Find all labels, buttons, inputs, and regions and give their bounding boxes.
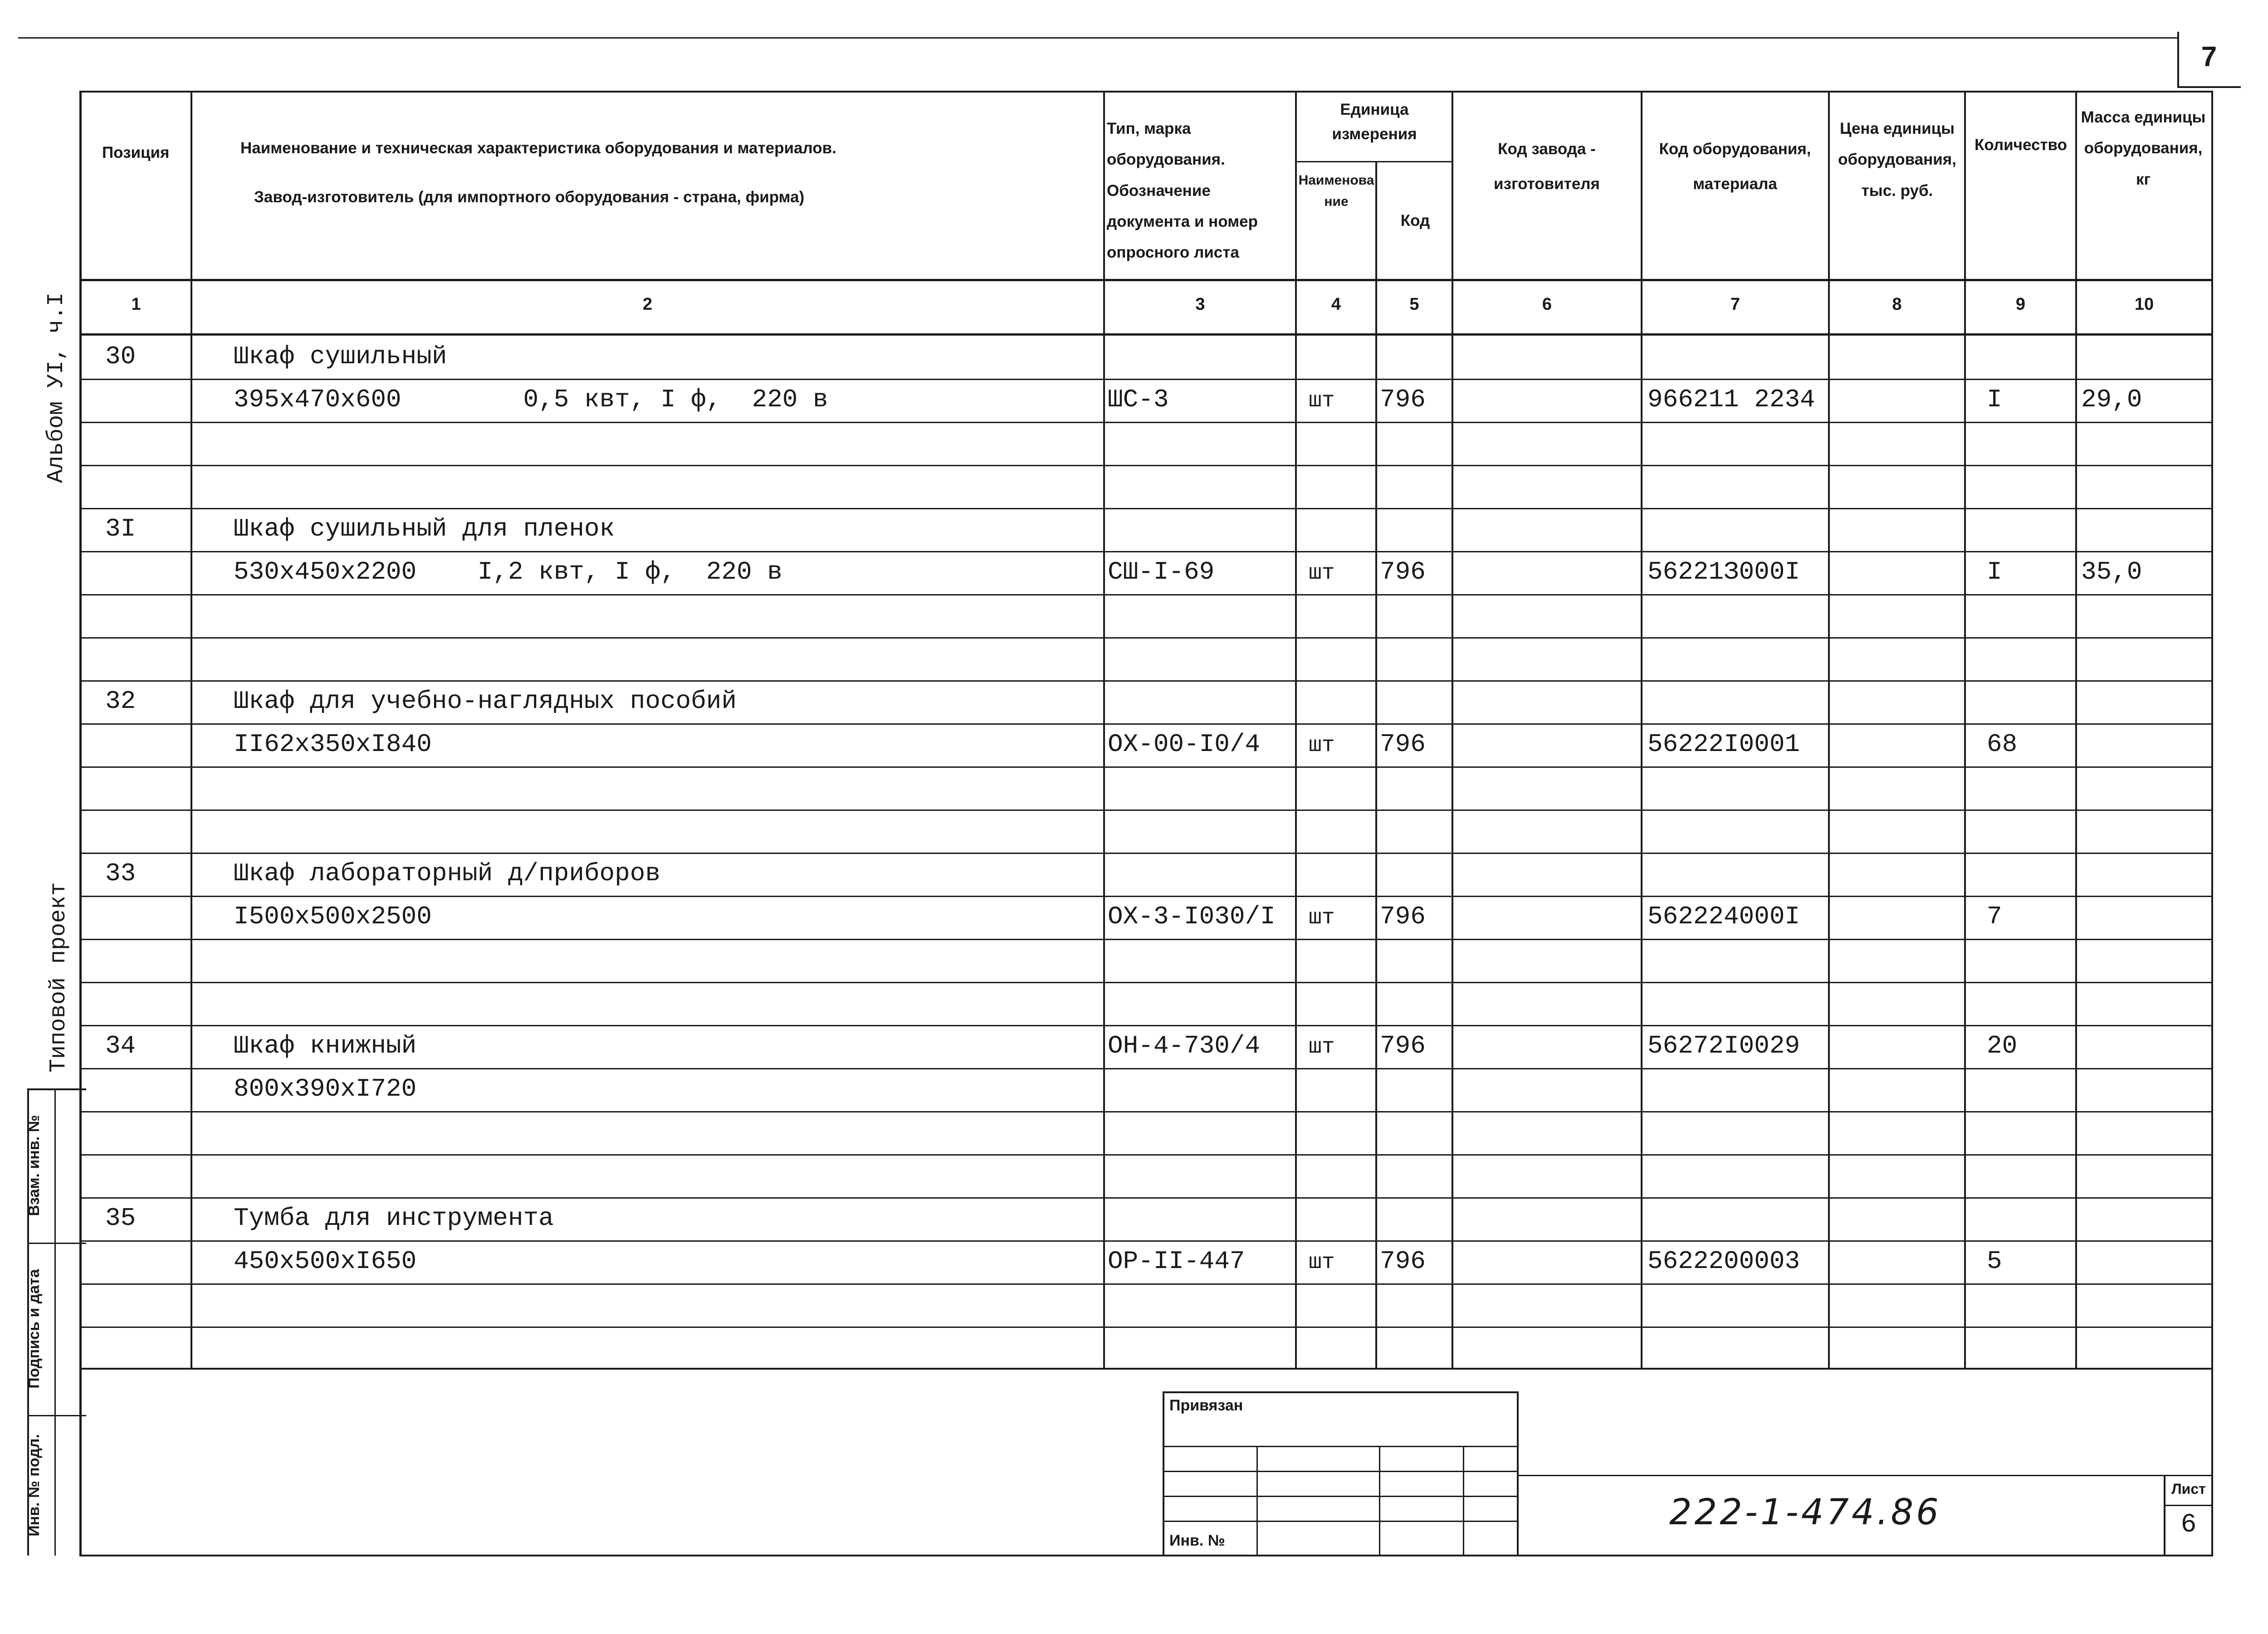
row-name: Шкаф для учебно-наглядных пособий bbox=[234, 687, 737, 716]
row-position: 33 bbox=[105, 859, 136, 888]
project-label: Типовой проект bbox=[46, 882, 72, 1073]
row-quantity: 5 bbox=[1987, 1247, 2002, 1276]
row-unit-code: 796 bbox=[1380, 1247, 1426, 1276]
row-equip-code: 966211 2234 bbox=[1647, 385, 1815, 414]
row-separator bbox=[79, 1283, 2211, 1285]
row-type: ОХ-3-I030/I bbox=[1108, 902, 1276, 931]
header-bottom-line bbox=[79, 279, 2211, 281]
sheet-box-left bbox=[2164, 1475, 2165, 1556]
row-equip-code: 562224000I bbox=[1647, 902, 1800, 931]
row-separator bbox=[79, 1327, 2211, 1328]
bound-label: Привязан bbox=[1169, 1397, 1243, 1414]
header-unit-code: Код bbox=[1400, 212, 1430, 229]
header-unit: Единица измерения bbox=[1332, 101, 1417, 143]
row-separator bbox=[79, 1154, 2211, 1156]
bound-box-top bbox=[1163, 1391, 1519, 1393]
colnum-4: 4 bbox=[1331, 295, 1341, 314]
unit-split-line bbox=[1295, 161, 1452, 162]
col-line-6 bbox=[1641, 91, 1642, 1370]
row-name: Шкаф сушильный bbox=[234, 342, 447, 371]
stamp-label-vzam: Взам. инв. № bbox=[25, 1115, 43, 1216]
sheet-label: Лист bbox=[2171, 1481, 2206, 1497]
colnum-1: 1 bbox=[131, 295, 141, 314]
doc-code: 222-1-474.86 bbox=[1669, 1492, 1941, 1533]
colnum-7: 7 bbox=[1730, 295, 1740, 314]
header-pos: Позиция bbox=[102, 144, 170, 161]
row-separator bbox=[79, 594, 2211, 595]
row-unit-code: 796 bbox=[1380, 557, 1426, 586]
row-position: 3I bbox=[105, 514, 136, 543]
row-equip-code: 5622200003 bbox=[1647, 1247, 1800, 1276]
row-equip-code: 56272I0029 bbox=[1647, 1031, 1800, 1060]
row-separator bbox=[79, 422, 2211, 423]
top-border bbox=[18, 37, 2177, 39]
bound-box-left bbox=[1163, 1391, 1164, 1556]
row-quantity: I bbox=[1987, 385, 2002, 414]
row-unit-code: 796 bbox=[1380, 902, 1426, 931]
colnum-8: 8 bbox=[1892, 295, 1902, 314]
stamp-label-inv: Инв. № подл. bbox=[25, 1434, 43, 1536]
stamp-inner-line bbox=[54, 1088, 56, 1556]
row-spec: 800x390xI720 bbox=[234, 1074, 417, 1103]
row-unit-name: шт bbox=[1309, 1035, 1335, 1059]
album-label: Альбом УI, ч.I bbox=[44, 292, 69, 483]
table-border-top bbox=[79, 91, 2211, 93]
stamp-label-sign: Подпись и дата bbox=[25, 1269, 43, 1389]
row-unit-name: шт bbox=[1309, 389, 1335, 413]
row-position: 34 bbox=[105, 1031, 136, 1060]
row-position: 32 bbox=[105, 687, 136, 716]
row-type: ОХ-00-I0/4 bbox=[1108, 730, 1261, 759]
row-type: ШС-3 bbox=[1108, 385, 1169, 414]
col-line-5 bbox=[1452, 91, 1453, 1370]
row-position: 35 bbox=[105, 1204, 136, 1233]
row-type: ОР-II-447 bbox=[1108, 1247, 1245, 1276]
row-quantity: 68 bbox=[1987, 730, 2018, 759]
bound-vline-3 bbox=[1463, 1446, 1464, 1555]
colnum-10: 10 bbox=[2134, 295, 2154, 314]
row-separator bbox=[79, 508, 2211, 509]
header-name-line1: Наименование и техническая характеристика оборудования и материалов. bbox=[240, 139, 836, 157]
row-separator bbox=[79, 1197, 2211, 1199]
stamp-div-2 bbox=[27, 1415, 86, 1416]
row-mass: 29,0 bbox=[2081, 385, 2142, 414]
table-border-bottom bbox=[79, 1555, 2213, 1556]
row-separator bbox=[79, 982, 2211, 983]
colnum-2: 2 bbox=[642, 295, 653, 314]
colnum-5: 5 bbox=[1409, 295, 1419, 314]
header-unit-name: Наименование bbox=[1298, 173, 1374, 209]
row-separator bbox=[79, 853, 2211, 854]
row-separator bbox=[79, 637, 2211, 639]
col-line-4 bbox=[1375, 161, 1377, 1370]
row-separator bbox=[79, 465, 2211, 466]
bound-vline-2 bbox=[1379, 1446, 1380, 1555]
inv-label: Инв. № bbox=[1169, 1532, 1225, 1549]
bound-line-2 bbox=[1163, 1471, 1519, 1472]
col-line-1 bbox=[191, 91, 192, 1370]
header-qty: Количество bbox=[1975, 136, 2067, 154]
colnum-3: 3 bbox=[1195, 295, 1205, 314]
col-line-2 bbox=[1103, 91, 1105, 1370]
page-number-top: 7 bbox=[2201, 41, 2217, 73]
row-quantity: 20 bbox=[1987, 1031, 2018, 1060]
row-separator bbox=[79, 896, 2211, 897]
row-name: Шкаф лабораторный д/приборов bbox=[234, 859, 660, 888]
row-spec: I500x500x2500 bbox=[234, 902, 432, 931]
row-equip-code: 56222I0001 bbox=[1647, 730, 1800, 759]
col-line-3 bbox=[1295, 91, 1297, 1370]
colnum-9: 9 bbox=[2015, 295, 2026, 314]
row-equip-code: 56221З000I bbox=[1647, 557, 1800, 586]
row-separator bbox=[79, 939, 2211, 940]
row-name: Шкаф сушильный для пленок bbox=[234, 514, 615, 543]
header-plant-code: Код завода - изготовителя bbox=[1494, 140, 1600, 193]
row-spec: II62x350xI840 bbox=[234, 730, 432, 759]
row-position: 30 bbox=[105, 342, 136, 371]
row-type: СШ-I-69 bbox=[1108, 557, 1215, 586]
sheet-number: 6 bbox=[2180, 1510, 2197, 1540]
header-price: Цена единицы оборудования, тыс. руб. bbox=[1838, 120, 1956, 200]
row-name: Тумба для инструмента bbox=[234, 1204, 554, 1233]
row-unit-name: шт bbox=[1309, 1250, 1335, 1275]
col-line-8 bbox=[1964, 91, 1966, 1370]
bound-line-1 bbox=[1163, 1446, 1519, 1447]
col-line-7 bbox=[1828, 91, 1830, 1370]
row-type: ОН-4-730/4 bbox=[1108, 1031, 1261, 1060]
row-separator bbox=[79, 1240, 2211, 1242]
row-spec: 450x500xI650 bbox=[234, 1247, 417, 1276]
header-equip-code: Код оборудования, материала bbox=[1659, 140, 1811, 193]
row-unit-name: шт bbox=[1309, 733, 1335, 758]
row-separator bbox=[79, 1068, 2211, 1069]
row-separator bbox=[79, 1111, 2211, 1112]
row-unit-code: 796 bbox=[1380, 730, 1426, 759]
bound-vline-1 bbox=[1256, 1446, 1258, 1555]
row-separator bbox=[79, 810, 2211, 811]
row-separator bbox=[79, 766, 2211, 768]
stamp-strip-top bbox=[27, 1088, 86, 1090]
row-spec: 395x470x600 0,5 квт, I ф, 220 в bbox=[234, 385, 828, 414]
row-separator bbox=[79, 723, 2211, 725]
bound-box-right bbox=[1517, 1391, 1519, 1556]
row-separator bbox=[79, 680, 2211, 682]
row-separator bbox=[79, 551, 2211, 552]
row-unit-name: шт bbox=[1309, 561, 1335, 585]
row-mass: 35,0 bbox=[2081, 557, 2142, 586]
stamp-div-1 bbox=[27, 1243, 86, 1244]
col-line-9 bbox=[2075, 91, 2077, 1370]
header-mass: Масса единицы оборудования, кг bbox=[2081, 108, 2206, 188]
row-separator bbox=[79, 379, 2211, 380]
header-name-line2: Завод-изготовитель (для импортного оборудования - страна, фирма) bbox=[254, 188, 805, 206]
bound-line-3 bbox=[1163, 1496, 1519, 1497]
header-type: Тип, марка оборудования. Обозначение документа и номер опросного листа bbox=[1107, 120, 1258, 261]
row-unit-code: 796 bbox=[1380, 1031, 1426, 1060]
row-unit-code: 796 bbox=[1380, 385, 1426, 414]
title-line bbox=[1517, 1475, 2213, 1476]
row-unit-name: шт bbox=[1309, 906, 1335, 930]
row-separator bbox=[79, 1025, 2211, 1026]
row-quantity: 7 bbox=[1987, 902, 2002, 931]
bound-line-4 bbox=[1163, 1521, 1519, 1522]
row-quantity: I bbox=[1987, 557, 2002, 586]
table-border-right bbox=[2211, 91, 2213, 1556]
sheet-box-mid bbox=[2164, 1505, 2213, 1506]
rows-bottom-line bbox=[79, 1368, 2211, 1370]
colnum-bottom-line bbox=[79, 333, 2211, 336]
colnum-6: 6 bbox=[1542, 295, 1552, 314]
row-name: Шкаф книжный bbox=[234, 1031, 417, 1060]
page-box-bottom bbox=[2177, 86, 2241, 88]
row-spec: 530x450x2200 I,2 квт, I ф, 220 в bbox=[234, 557, 782, 586]
